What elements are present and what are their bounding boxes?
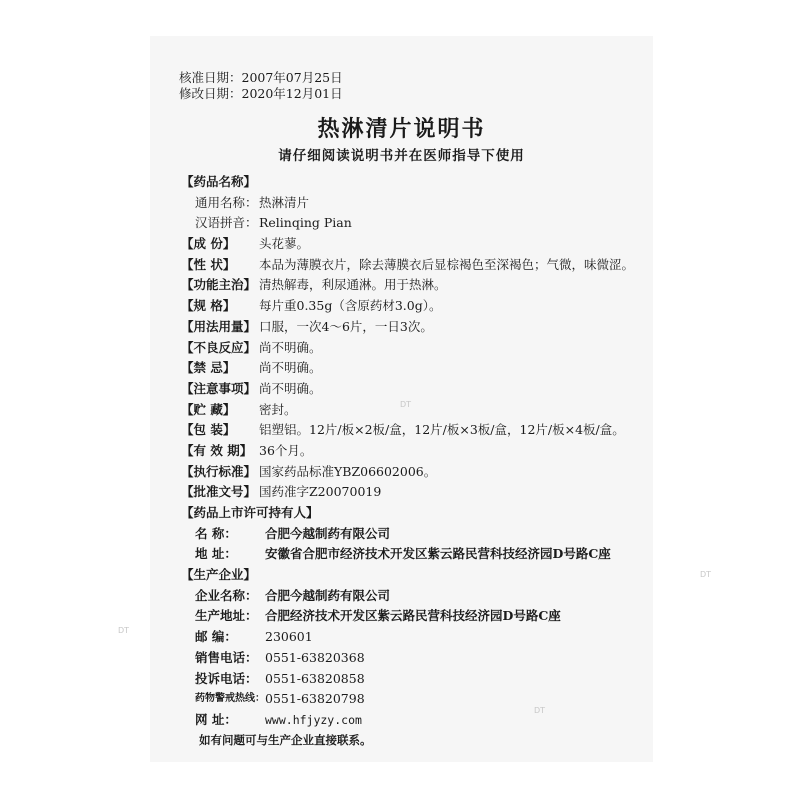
field-row [181, 358, 641, 379]
manufacturer-row [181, 648, 641, 669]
field-label: 通用名称： [195, 194, 258, 210]
field-label: 【执行标准】 [181, 463, 257, 479]
watermark: DT [400, 400, 412, 409]
field-value: 36个月。 [259, 442, 313, 458]
field-label: 【批准文号】 [181, 484, 257, 500]
field-value: Relinqing Pian [259, 215, 352, 231]
watermark: DT [700, 570, 712, 579]
section-heading [181, 503, 641, 524]
holder-address-row [181, 544, 641, 565]
manufacturer-row [181, 627, 641, 648]
field-label: 生产地址： [195, 608, 258, 624]
field-label: 【性 状】 [181, 256, 236, 272]
field-value: 合肥今越制药有限公司 [265, 587, 391, 603]
field-value: 尚不明确。 [259, 339, 322, 355]
revision-date: 修改日期：2020年12月01日 [179, 86, 343, 101]
field-row [181, 400, 641, 421]
field-label: 【包 装】 [181, 422, 236, 438]
field-row [181, 234, 641, 255]
field-label: 【有 效 期】 [181, 442, 253, 458]
holder-heading: 【药品上市许可持有人】 [181, 505, 319, 520]
field-row [181, 482, 641, 503]
field-label: 【贮 藏】 [181, 401, 236, 417]
field-value: 0551-63820858 [265, 670, 365, 686]
field-row [181, 441, 641, 462]
section-heading [181, 565, 641, 586]
field-row [181, 462, 641, 483]
field-label: 【注意事项】 [181, 380, 257, 396]
footer-note: 如有问题可与生产企业直接联系。 [199, 733, 372, 747]
field-label: 企业名称： [195, 587, 258, 603]
field-value: 0551-63820798 [265, 691, 365, 707]
field-row [181, 379, 641, 400]
field-value: 密封。 [259, 401, 297, 417]
field-row [181, 420, 641, 441]
manufacturer-row [181, 689, 641, 710]
pinyin-row [181, 213, 641, 234]
field-label: 【功能主治】 [181, 277, 257, 293]
date-block [179, 70, 343, 102]
field-value: 清热解毒，利尿通淋。用于热淋。 [259, 277, 447, 293]
field-label: 地 址： [195, 546, 237, 562]
field-label: 【成 份】 [181, 236, 236, 252]
field-row [181, 275, 641, 296]
field-value: 本品为薄膜衣片，除去薄膜衣后显棕褐色至深褐色；气微，味微涩。 [259, 256, 635, 272]
field-label: 【不良反应】 [181, 339, 257, 355]
field-value: 安徽省合肥市经济技术开发区紫云路民营科技经济园D号路C座 [265, 546, 611, 562]
field-value: 头花蓼。 [259, 236, 310, 252]
watermark: DT [534, 706, 546, 715]
generic-name-row [181, 193, 641, 214]
leaflet-body [181, 172, 641, 731]
field-value: 国家药品标准YBZ06602006。 [259, 463, 437, 479]
field-label: 【用法用量】 [181, 318, 257, 334]
manufacturer-row [181, 710, 641, 731]
document-subtitle: 请仔细阅读说明书并在医师指导下使用 [278, 148, 525, 164]
field-label: 邮 编： [195, 629, 237, 645]
field-value: 尚不明确。 [259, 380, 322, 396]
manufacturer-row [181, 606, 641, 627]
approval-date: 核准日期：2007年07月25日 [179, 70, 343, 85]
field-value: 合肥经济技术开发区紫云路民营科技经济园D号路C座 [265, 608, 561, 624]
field-row [181, 296, 641, 317]
field-label: 【规 格】 [181, 298, 236, 314]
field-row [181, 338, 641, 359]
field-label: 汉语拼音： [195, 215, 258, 231]
manufacturer-heading: 【生产企业】 [181, 567, 257, 583]
field-row [181, 255, 641, 276]
field-value: 230601 [265, 629, 313, 645]
drug-name-heading: 【药品名称】 [181, 174, 257, 189]
field-label: 药物警戒热线： [195, 693, 265, 705]
field-value: 0551-63820368 [265, 649, 365, 665]
field-value: 铝塑铝。12片/板×2板/盒，12片/板×3板/盒，12片/板×4板/盒。 [259, 422, 625, 438]
watermark: DT [118, 626, 130, 635]
holder-name-row [181, 524, 641, 545]
field-label: 名 称： [195, 525, 237, 541]
field-label: 【禁 忌】 [181, 360, 236, 376]
field-value: 口服，一次4～6片，一日3次。 [259, 318, 433, 334]
field-value: 每片重0.35g（含原药材3.0g）。 [259, 298, 442, 314]
manufacturer-row [181, 669, 641, 690]
field-value: 国药准字Z20070019 [259, 484, 382, 500]
field-value: 合肥今越制药有限公司 [265, 525, 391, 541]
website-value: www.hfjyzy.com [265, 712, 362, 727]
field-row [181, 317, 641, 338]
field-label: 销售电话： [195, 649, 258, 665]
section-heading [181, 172, 641, 193]
field-label: 网 址： [195, 711, 237, 727]
field-value: 尚不明确。 [259, 360, 322, 376]
field-value: 热淋清片 [259, 194, 310, 210]
document-title: 热淋清片说明书 [317, 116, 486, 142]
manufacturer-row [181, 586, 641, 607]
field-label: 投诉电话： [195, 670, 258, 686]
